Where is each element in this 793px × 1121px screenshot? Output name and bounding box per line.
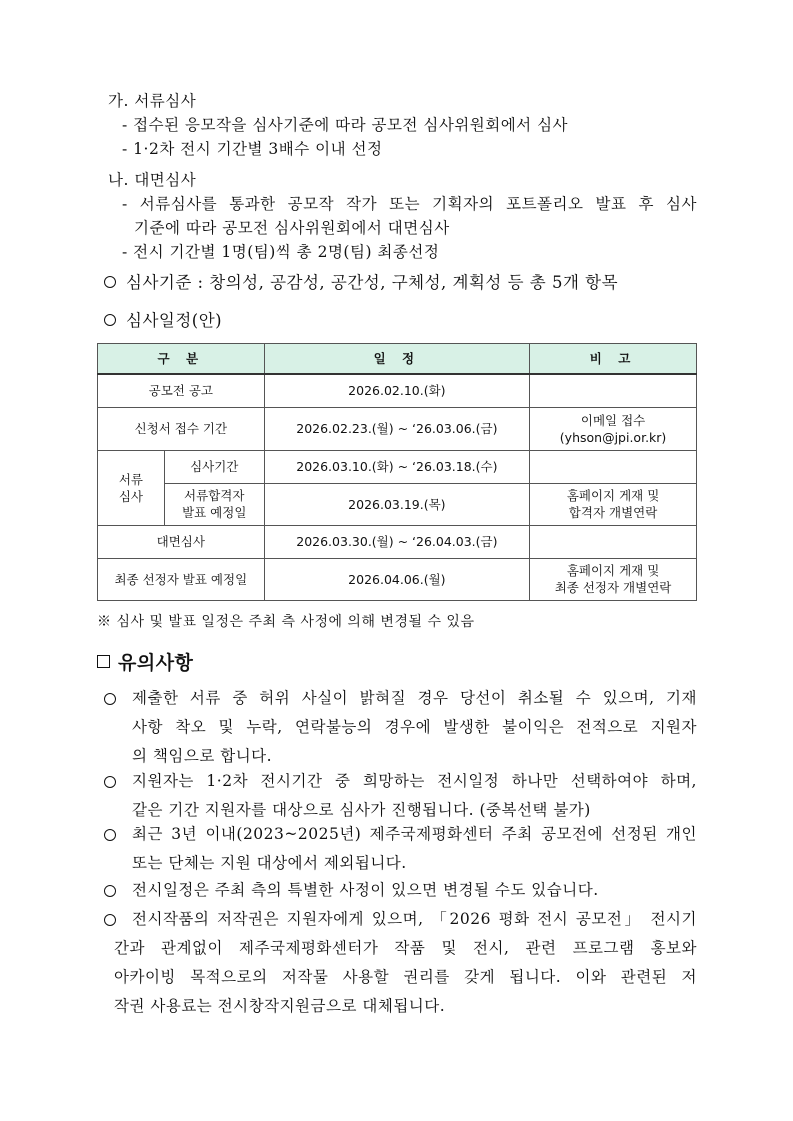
- row-label-line: 서류합격자: [184, 488, 245, 503]
- row-label: 공모전 공고: [98, 374, 265, 407]
- note-item-line: 제출한 서류 중 허위 사실이 밝혀질 경우 당선이 취소될 수 있으며, 기재: [132, 689, 697, 707]
- table-row: [98, 483, 697, 525]
- schedule-footnote: ※ 심사 및 발표 일정은 주최 측 사정에 의해 변경될 수 있음: [97, 614, 475, 630]
- row-note-line: (yhson@jpi.or.kr): [559, 429, 667, 445]
- circle-bullet-icon: [104, 693, 116, 705]
- interview-review-item: - 서류심사를 통과한 공모작 작가 또는 기획자의 포트폴리오 발표 후 심사: [122, 195, 697, 213]
- row-date: 2026.03.10.(화) ~ ‘26.03.18.(수): [264, 450, 529, 483]
- schedule-title: 심사일정(안): [126, 311, 223, 330]
- row-label: 대면심사: [98, 525, 265, 558]
- row-note: [530, 483, 697, 525]
- interview-review-item: - 전시 기간별 1명(팀)씩 총 2명(팀) 최종선정: [122, 243, 440, 261]
- table-row: [98, 450, 697, 483]
- interview-review-item-cont: 기준에 따라 공모전 심사위원회에서 대면심사: [134, 219, 450, 237]
- group-label-line: 심사: [118, 488, 143, 504]
- header-schedule: 일 정: [264, 344, 529, 375]
- notes-heading: 유의사항: [118, 652, 194, 674]
- table-row: [98, 407, 697, 450]
- table-header-row: [98, 344, 697, 375]
- note-item-line: 또는 단체는 지원 대상에서 제외됩니다.: [132, 854, 407, 872]
- circle-bullet-icon: [104, 885, 116, 897]
- row-date: 2026.03.19.(목): [264, 483, 529, 525]
- row-date: 2026.03.30.(월) ~ ‘26.04.03.(금): [264, 525, 529, 558]
- note-item-line: 지원자는 1·2차 전시기간 중 희망하는 전시일정 하나만 선택하여야 하며,: [132, 772, 697, 790]
- note-item-line: 의 책임으로 합니다.: [132, 747, 273, 765]
- note-item-line: 전시일정은 주최 측의 특별한 사정이 있으면 변경될 수도 있습니다.: [132, 881, 599, 899]
- header-category: 구 분: [98, 344, 265, 375]
- row-label: 신청서 접수 기간: [98, 407, 265, 450]
- table-row: [98, 525, 697, 558]
- note-item-line: 같은 기간 지원자를 대상으로 심사가 진행됩니다. (중복선택 불가): [132, 801, 591, 819]
- note-item-line: 간과 관계없이 제주국제평화센터가 작품 및 전시, 관련 프로그램 홍보와: [114, 939, 697, 957]
- row-note-line: 최종 선정자 개별연락: [554, 580, 672, 595]
- doc-review-title: 가. 서류심사: [108, 92, 197, 110]
- row-date: 2026.02.10.(화): [264, 374, 529, 407]
- schedule-title-line: [104, 308, 222, 334]
- row-label: [164, 483, 264, 525]
- interview-review-title: 나. 대면심사: [108, 171, 197, 189]
- circle-bullet-icon: [104, 914, 116, 926]
- note-item-line: 아카이빙 목적으로의 저작물 사용할 권리를 갖게 됩니다. 이와 관련된 저: [114, 968, 697, 986]
- group-label-line: 서류: [118, 471, 143, 487]
- row-label: 심사기간: [164, 450, 264, 483]
- schedule-table: [97, 343, 697, 601]
- row-note: [530, 558, 697, 600]
- row-note-line: 홈페이지 게재 및: [566, 488, 660, 503]
- row-note: [530, 450, 697, 483]
- circle-bullet-icon: [104, 276, 116, 288]
- header-remarks: 비 고: [530, 344, 697, 375]
- row-label-line: 발표 예정일: [182, 505, 247, 520]
- row-note-line: 합격자 개별연락: [568, 505, 658, 520]
- note-item-line: 작권 사용료는 전시창작지원금으로 대체됩니다.: [114, 997, 446, 1015]
- row-group-label: [98, 450, 165, 525]
- row-label: 최종 선정자 발표 예정일: [98, 558, 265, 600]
- row-note-line: 이메일 접수: [580, 412, 646, 428]
- notes-heading-line: [97, 650, 193, 676]
- note-item-line: 전시작품의 저작권은 지원자에게 있으며, 「2026 평화 전시 공모전」 전시기: [132, 910, 697, 928]
- note-item-line: 최근 3년 이내(2023~2025년) 제주국제평화센터 주최 공모전에 선정된 개인: [132, 825, 697, 843]
- row-note-line: 홈페이지 게재 및: [566, 563, 660, 578]
- circle-bullet-icon: [104, 776, 116, 788]
- circle-bullet-icon: [104, 314, 116, 326]
- table-row: [98, 558, 697, 600]
- row-date: 2026.04.06.(월): [264, 558, 529, 600]
- doc-review-item: - 접수된 응모작을 심사기준에 따라 공모전 심사위원회에서 심사: [122, 116, 569, 134]
- criteria-text: 심사기준 : 창의성, 공감성, 공간성, 구체성, 계획성 등 총 5개 항목: [126, 273, 619, 292]
- note-item-line: 사항 착오 및 누락, 연락불능의 경우에 발생한 불이익은 전적으로 지원자: [132, 718, 697, 736]
- doc-review-item: - 1·2차 전시 기간별 3배수 이내 선정: [122, 140, 383, 158]
- row-note: [530, 374, 697, 407]
- square-bullet-icon: [97, 655, 110, 668]
- row-note: [530, 525, 697, 558]
- criteria-line: [104, 270, 618, 296]
- row-note: [530, 407, 697, 450]
- table-row: [98, 374, 697, 407]
- circle-bullet-icon: [104, 829, 116, 841]
- row-date: 2026.02.23.(월) ~ ‘26.03.06.(금): [264, 407, 529, 450]
